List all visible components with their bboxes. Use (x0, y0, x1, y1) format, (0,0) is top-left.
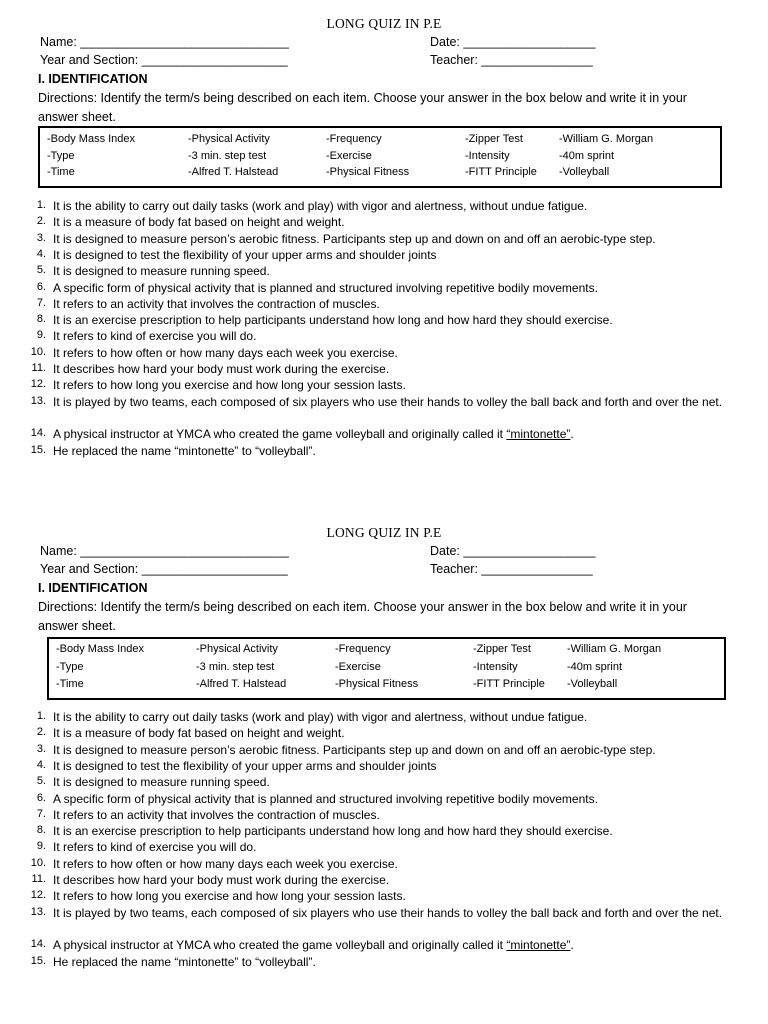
question-number: 5. (36, 775, 46, 788)
question-number: 2. (36, 215, 46, 228)
question-text (53, 426, 755, 442)
question-text: It is designed to measure running speed. (53, 264, 270, 279)
question-number: 15. (30, 954, 46, 967)
answer-choice: -Physical Fitness (326, 166, 410, 178)
answer-choice: -Intensity (465, 149, 510, 162)
underlined-term: “mintonette” (506, 938, 571, 953)
question-text: It is designed to test the flexibility of your upper arms and shoulder joints (53, 247, 437, 262)
question-number: 6. (36, 280, 46, 293)
question-text: He replaced the name “mintonette” to “volleyball”. (53, 954, 316, 969)
question-text: It refers to how often or how many days each week you exercise. (53, 345, 398, 360)
section-heading: I. IDENTIFICATION (38, 581, 148, 595)
question-number: 12. (30, 378, 46, 391)
question-number: 10. (30, 345, 46, 358)
question-text: He replaced the name “mintonette” to “volleyball”. (53, 443, 316, 458)
question-text: It is played by two teams, each composed of six players who use their hands to volley the ball back and forth and over the net. (53, 394, 723, 409)
name-field: Name: ______________________________ (40, 35, 289, 49)
question-text: It is played by two teams, each composed of six players who use their hands to volley the ball back and forth and over the net. (53, 905, 723, 920)
question-text: It is an exercise prescription to help participants understand how long and how hard they should exercise. (53, 824, 613, 839)
directions-text: Directions: Identify the term/s being described on each item. Choose your answer in the box below and write it in your answer sheet. (38, 600, 687, 633)
question-number: 1. (36, 710, 46, 722)
teacher-field: Teacher: ________________ (430, 53, 593, 67)
quiz-title: LONG QUIZ IN P.E (326, 525, 442, 540)
question-text: It is designed to test the flexibility of your upper arms and shoulder joints (53, 758, 437, 773)
question-text: A specific form of physical activity that is planned and structured involving repetitive bodily movements. (53, 791, 598, 806)
question-text-part: A physical instructor at YMCA who created the game volleyball and originally called it (53, 427, 507, 442)
question-number: 3. (36, 742, 46, 755)
question-number: 11. (31, 362, 46, 374)
answer-choice: -Frequency (326, 133, 382, 145)
question-text: It refers to an activity that involves the contraction of muscles. (53, 807, 380, 822)
question-text: It is an exercise prescription to help participants understand how long and how hard they should exercise. (53, 313, 613, 328)
question-number: 5. (36, 264, 46, 277)
teacher-field: Teacher: ________________ (430, 562, 593, 576)
question-text: It describes how hard your body must work during the exercise. (53, 873, 390, 887)
question-number: 4. (36, 247, 46, 260)
answer-choice: -Physical Activity (188, 133, 270, 145)
question-number: 15. (30, 443, 46, 456)
answer-choice: -Time (56, 678, 84, 690)
question-text-part: . (570, 427, 574, 442)
answer-choice: -FITT Principle (473, 678, 545, 690)
answer-choice: -40m sprint (567, 660, 623, 673)
question-text: It is a measure of body fat based on height and weight. (53, 215, 345, 230)
question-number: 14. (30, 938, 46, 951)
question-text: It refers to kind of exercise you will do. (53, 840, 257, 855)
question-text: It is the ability to carry out daily tasks (work and play) with vigor and alertness, without undue fatigue. (53, 710, 588, 724)
answer-choice: -William G. Morgan (559, 133, 654, 145)
answer-choice: -Volleyball (559, 166, 610, 178)
answer-choice: -William G. Morgan (567, 643, 662, 655)
question-number: 4. (36, 758, 46, 771)
question-number: 14. (30, 427, 46, 440)
question-text: It refers to an activity that involves the contraction of muscles. (53, 296, 380, 311)
question-text: It refers to kind of exercise you will do. (53, 329, 257, 344)
question-number: 3. (36, 231, 46, 244)
answer-choice: -Body Mass Index (56, 643, 145, 655)
question-number: 7. (36, 807, 46, 820)
answer-choice: -Volleyball (567, 678, 618, 690)
question-number: 8. (36, 313, 46, 326)
answer-choice: -Body Mass Index (47, 133, 136, 145)
question-number: 7. (36, 296, 46, 309)
question-number: 1. (36, 199, 46, 211)
question-number: 8. (36, 824, 46, 837)
date-field: Date: ___________________ (430, 35, 596, 49)
section-heading: I. IDENTIFICATION (38, 72, 148, 86)
question-text: It refers to how long you exercise and how long your session lasts. (53, 378, 406, 393)
question-text: It refers to how long you exercise and how long your session lasts. (53, 889, 406, 904)
answer-choice: -Zipper Test (465, 133, 523, 145)
answer-choice: -Frequency (335, 643, 391, 655)
question-text: It is designed to measure person’s aerobic fitness. Participants step up and down on and off an aerobic-type step. (53, 231, 656, 246)
question-text: It is designed to measure person’s aerobic fitness. Participants step up and down on and off an aerobic-type step. (53, 742, 656, 757)
underlined-term: “mintonette” (506, 427, 571, 442)
question-number: 13. (30, 905, 46, 918)
question-text (53, 937, 755, 953)
answer-choice: -Time (47, 166, 75, 178)
question-number: 10. (30, 856, 46, 869)
answer-choice: -Intensity (473, 660, 518, 673)
answer-choice: -Physical Fitness (335, 678, 419, 690)
question-text: It refers to how often or how many days each week you exercise. (53, 856, 398, 871)
question-text-part: . (570, 938, 574, 953)
answer-choice: -Alfred T. Halstead (196, 678, 287, 690)
answer-choice: -Type (56, 660, 84, 673)
answer-choice: -Zipper Test (473, 643, 531, 655)
question-text: It is designed to measure running speed. (53, 775, 270, 790)
answer-choice: -Exercise (326, 149, 372, 162)
question-text: A specific form of physical activity that is planned and structured involving repetitive bodily movements. (53, 280, 598, 295)
directions-text: Directions: Identify the term/s being described on each item. Choose your answer in the box below and write it in your answer sheet. (38, 91, 687, 124)
question-text-part: A physical instructor at YMCA who created the game volleyball and originally called it (53, 938, 507, 953)
year-section-field: Year and Section: _____________________ (40, 562, 288, 576)
question-number: 11. (31, 873, 46, 885)
answer-choice: -40m sprint (559, 149, 615, 162)
answer-choice: -3 min. step test (196, 660, 275, 673)
question-number: 6. (36, 791, 46, 804)
answer-choice: -Exercise (335, 660, 381, 673)
quiz-title: LONG QUIZ IN P.E (326, 16, 442, 31)
question-number: 9. (36, 840, 46, 853)
question-text: It is a measure of body fat based on height and weight. (53, 726, 345, 741)
date-field: Date: ___________________ (430, 544, 596, 558)
answer-choice: -Type (47, 149, 75, 162)
question-number: 12. (30, 889, 46, 902)
answer-choice: -3 min. step test (188, 149, 267, 162)
answer-choice: -FITT Principle (465, 166, 537, 178)
question-number: 13. (30, 394, 46, 407)
question-text: It is the ability to carry out daily tasks (work and play) with vigor and alertness, without undue fatigue. (53, 199, 588, 213)
question-text: It describes how hard your body must work during the exercise. (53, 362, 390, 376)
question-number: 9. (36, 329, 46, 342)
answer-choice: -Physical Activity (196, 643, 278, 655)
name-field: Name: ______________________________ (40, 544, 289, 558)
answer-choice: -Alfred T. Halstead (188, 166, 279, 178)
year-section-field: Year and Section: _____________________ (40, 53, 288, 67)
question-number: 2. (36, 726, 46, 739)
